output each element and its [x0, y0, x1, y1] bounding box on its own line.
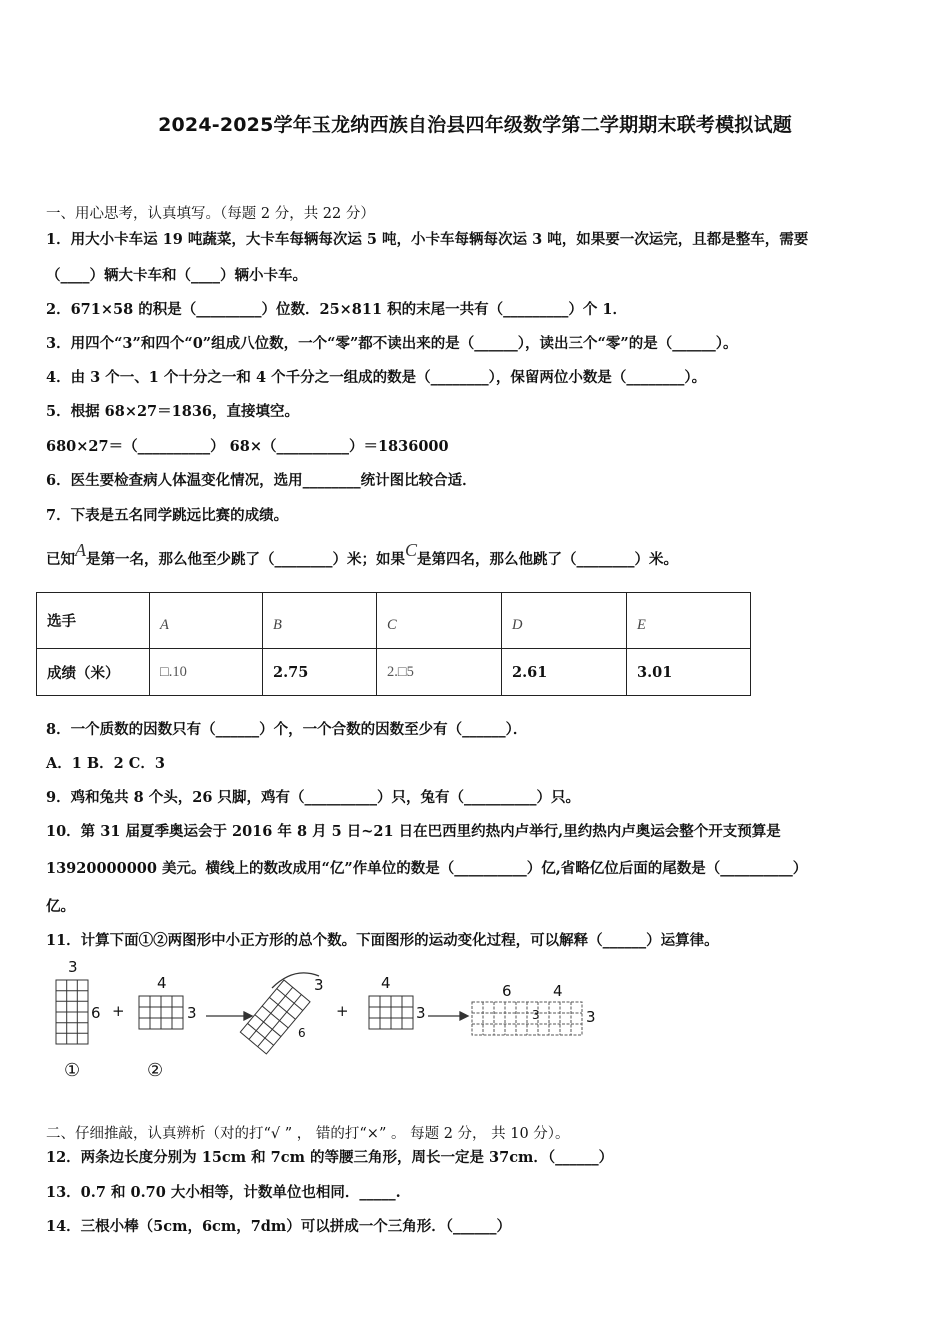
table-cell: B — [263, 593, 377, 649]
question-10-line-2: 13920000000 美元。横线上的数改成用“亿”作单位的数是（__________）亿,省略亿位后面的尾数是（__________） — [46, 860, 808, 877]
q7-var-c: C — [405, 540, 418, 560]
fig-label: 6 — [91, 1004, 101, 1022]
table-cell: 3.01 — [627, 649, 751, 696]
plus-sign: + — [112, 1002, 125, 1020]
table-cell: D — [502, 593, 627, 649]
q7-part-2: 是第一名，那么他至少跳了（________）米；如果 — [86, 551, 405, 568]
question-5: 5．根据 68×27＝1836，直接填空。 — [46, 403, 299, 420]
fig-label: 3 — [187, 1004, 197, 1022]
fig-label: 6 — [502, 982, 512, 1000]
q7-var-a: A — [75, 540, 86, 560]
question-13: 13．0.7 和 0.70 大小相等，计数单位也相同．_____. — [46, 1184, 401, 1201]
question-1-line-1: 1．用大小卡车运 19 吨蔬菜，大卡车每辆每次运 5 吨，小卡车每辆每次运 3 吨，如果要一次运完，且都是整车，需要 — [46, 231, 809, 248]
fig-label: 3 — [314, 976, 324, 994]
question-11: 11．计算下面①②两图形中小正方形的总个数。下面图形的运动变化过程，可以解释（______）运算律。 — [46, 932, 719, 949]
grid-shape-2 — [139, 996, 183, 1029]
arrow-right-icon — [206, 1012, 252, 1020]
question-5-sub: 680×27＝（__________） 68×（__________）＝1836000 — [46, 438, 449, 455]
fig-label: 4 — [381, 974, 391, 992]
question-7-line — [46, 540, 679, 569]
table-cell: 2.75 — [263, 649, 377, 696]
question-1-line-2: （____）辆大卡车和（____）辆小卡车。 — [46, 267, 307, 284]
table-cell: 选手 — [37, 593, 150, 649]
question-2: 2．671×58 的积是（_________）位数．25×811 积的末尾一共有（_________）个 1． — [46, 301, 628, 318]
q11-figure — [44, 960, 604, 1090]
question-10-line-3: 亿。 — [46, 898, 75, 915]
question-14: 14．三根小棒（5cm，6cm，7dm）可以拼成一个三角形．（______） — [46, 1218, 512, 1235]
q7-part-1: 已知 — [46, 551, 75, 568]
question-8: 8．一个质数的因数只有（______）个，一个合数的因数至少有（______）． — [46, 721, 528, 738]
question-10-line-1: 10．第 31 届夏季奥运会于 2016 年 8 月 5 日~21 日在巴西里约热内卢举行,里约热内卢奥运会整个开支预算是 — [46, 823, 781, 840]
caption-1: ① — [64, 1060, 81, 1081]
question-3: 3．用四个“3”和四个“0”组成八位数，一个“零”都不读出来的是（______），读出三个“零”的是（______）。 — [46, 335, 738, 352]
grid-shape-3 — [369, 996, 413, 1029]
table-cell: □.10 — [150, 649, 263, 696]
score-table — [36, 592, 751, 696]
fig-label: 3 — [416, 1004, 426, 1022]
page-title: 2024-2025学年玉龙纳西族自治县四年级数学第二学期期末联考模拟试题 — [158, 114, 792, 136]
fig-label: 3 — [68, 958, 78, 976]
grid-shape-combined — [472, 1002, 582, 1035]
table-cell: E — [627, 593, 751, 649]
section-2-heading: 二、仔细推敲，认真辨析（对的打“√ ” ， 错的打“×” 。 每题 2 分， 共 10 分）。 — [46, 1126, 570, 1142]
fig-label: 4 — [553, 982, 563, 1000]
question-8-options: A．1 B．2 C．3 — [46, 755, 165, 772]
grid-shape-1 — [56, 980, 88, 1044]
arrow-right-icon — [428, 1012, 468, 1020]
table-row — [37, 649, 751, 696]
table-cell: 成绩（米） — [37, 649, 150, 696]
fig-label: 4 — [157, 974, 167, 992]
fig-label: 6 — [298, 1026, 306, 1040]
table-cell: 2.61 — [502, 649, 627, 696]
table-row — [37, 593, 751, 649]
table-cell: A — [150, 593, 263, 649]
grid-figure — [44, 960, 604, 1090]
question-7: 7．下表是五名同学跳远比赛的成绩。 — [46, 507, 289, 524]
question-4: 4．由 3 个一、1 个十分之一和 4 个千分之一组成的数是（________），保留两位小数是（________）。 — [46, 369, 707, 386]
table-cell: 2.□5 — [377, 649, 502, 696]
plus-sign: + — [336, 1002, 349, 1020]
fig-label: 3 — [586, 1008, 596, 1026]
q7-part-3: 是第四名，那么他跳了（________）米。 — [417, 551, 679, 568]
question-9: 9．鸡和兔共 8 个头，26 只脚，鸡有（__________）只，兔有（__________）只。 — [46, 789, 580, 806]
table-cell: C — [377, 593, 502, 649]
question-6: 6．医生要检查病人体温变化情况，选用________统计图比较合适． — [46, 472, 477, 489]
question-12: 12．两条边长度分别为 15cm 和 7cm 的等腰三角形，周长一定是 37cm．（______） — [46, 1149, 614, 1166]
fig-label: 3 — [532, 1008, 540, 1022]
caption-2: ② — [147, 1060, 164, 1081]
section-1-heading: 一、用心思考，认真填写。（每题 2 分，共 22 分） — [46, 206, 375, 222]
